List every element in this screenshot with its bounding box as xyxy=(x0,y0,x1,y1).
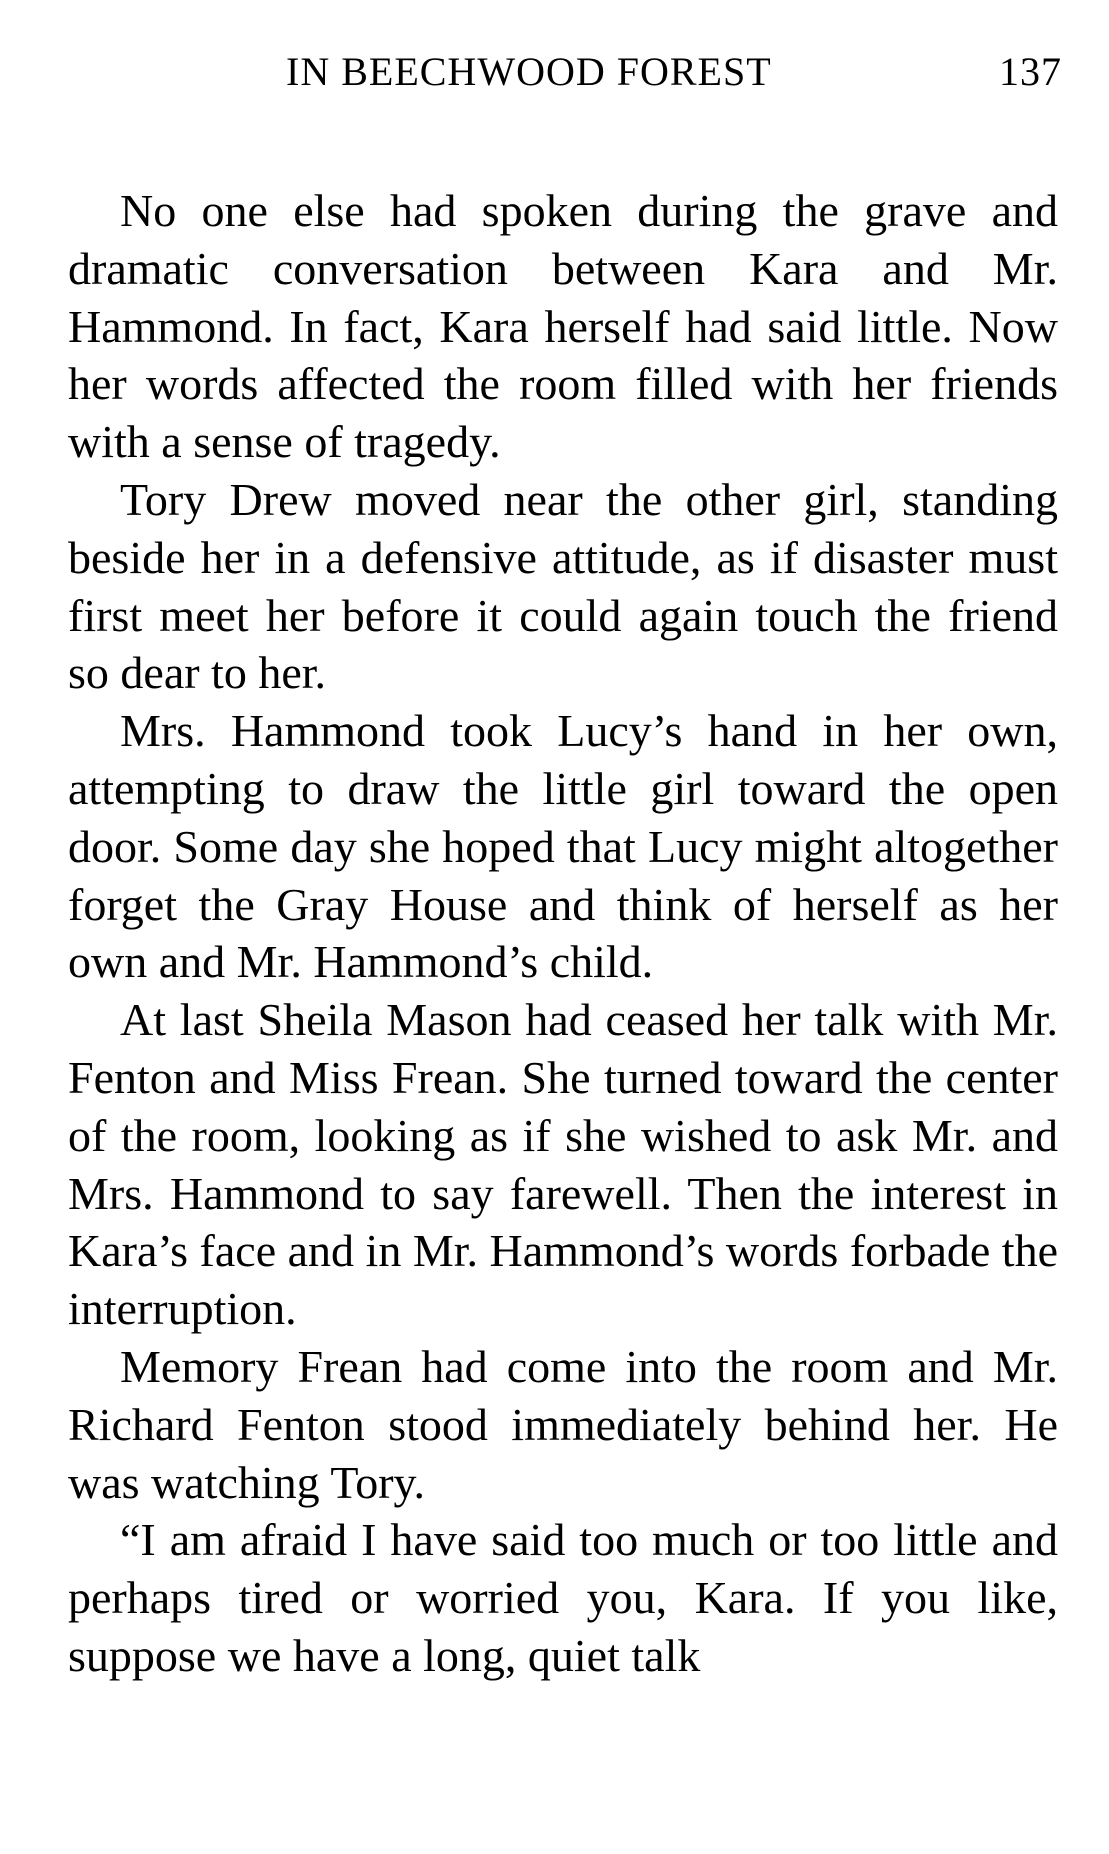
page-number: 137 xyxy=(999,49,1062,94)
paragraph: “I am afraid I have said too much or too little and perhaps tired or worried you, Kara. If you like, suppose we have a long, quiet talk xyxy=(68,1514,1058,1681)
paragraph: Tory Drew moved near the other girl, standing beside her in a defensive attitude, as if disaster must first meet her before it could again touch the friend so dear to her. xyxy=(68,473,1058,699)
body-text xyxy=(68,182,1058,1685)
running-head xyxy=(68,40,1062,110)
paragraph: At last Sheila Mason had ceased her talk with Mr. Fenton and Miss Frean. She turned toward the center of the room, looking as if she wished to ask Mr. and Mrs. Hammond to say farewell. Then the interest in Kara’s face and in Mr. Hammond’s words forbade the interruption. xyxy=(68,994,1058,1335)
paragraph: No one else had spoken during the grave and dramatic conversation between Kara and Mr. Hammond. In fact, Kara herself had said little. Now her words affected the room filled with her friends with a sense of tragedy. xyxy=(68,185,1058,468)
paragraph: Mrs. Hammond took Lucy’s hand in her own, attempting to draw the little girl toward the open door. Some day she hoped that Lucy might altogether forget the Gray House and think of herself as her own and Mr. Hammond’s child. xyxy=(68,705,1058,988)
book-page xyxy=(68,40,1062,1685)
chapter-title: IN BEECHWOOD FOREST xyxy=(286,49,772,94)
paragraph: Memory Frean had come into the room and Mr. Richard Fenton stood immediately behind her. He was watching Tory. xyxy=(68,1340,1058,1508)
